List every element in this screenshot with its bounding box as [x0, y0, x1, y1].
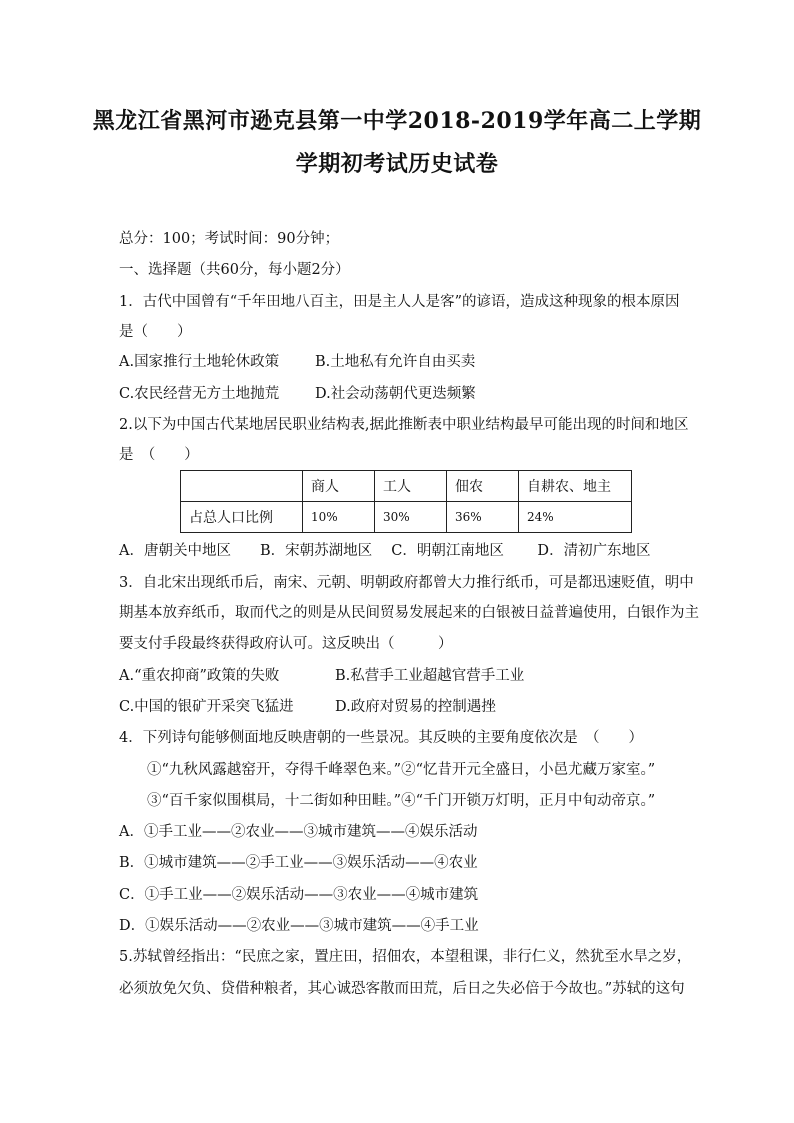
q1-stem-1: 1．古代中国曾有“千年田地八百主，田是主人人是客”的谚语，造成这种现象的根本原因 [119, 294, 680, 310]
q3-option-a: A.“重农抑商”政策的失败 [119, 668, 280, 684]
section-heading: 一、选择题（共60分，每小题2分） [119, 262, 350, 278]
exam-meta: 总分：100；考试时间：90分钟； [119, 231, 340, 247]
q4-option-b: B．①城市建筑——②手工业——③娱乐活动——④农业 [119, 855, 478, 871]
table-cell: 30% [375, 502, 447, 533]
q2-stem-2: 是 （ ） [119, 447, 199, 463]
q1-option-a: A.国家推行土地轮休政策 [119, 354, 280, 370]
table-header-cell: 佃农 [447, 471, 519, 502]
table-cell: 10% [303, 502, 375, 533]
title-line-1: 黑龙江省黑河市逊克县第一中学2018-2019学年高二上学期 [92, 108, 702, 134]
q4-option-c: C．①手工业——②娱乐活动——③农业——④城市建筑 [119, 887, 479, 903]
q5-stem-2: 必须放免欠负、贷借种粮者，其心诚恐客散而田荒，后日之失必倍于今故也。”苏轼的这句 [119, 981, 685, 997]
q3-options-row-2 [119, 697, 496, 717]
table-header-cell [181, 471, 303, 502]
table-header-row [181, 471, 632, 502]
table-header-cell: 工人 [375, 471, 447, 502]
q5-stem-1: 5.苏轼曾经指出：“民庶之家，置庄田，招佃农，本望租课，非行仁义，然犹至水旱之岁， [119, 949, 692, 965]
q3-options-row-1 [119, 666, 525, 686]
occupation-table [180, 470, 632, 533]
q3-stem-2: 期基本放弃纸币，取而代之的则是从民间贸易发展起来的白银被日益普遍使用，白银作为主 [119, 605, 699, 621]
table-row [181, 502, 632, 533]
q1-options-row-2 [119, 384, 476, 404]
q1-option-d: D.社会动荡朝代更迭频繁 [315, 386, 476, 402]
q4-poem-2: ③“百千家似围棋局，十二街如种田畦。”④“千门开锁万灯明，正月中旬动帝京。” [147, 793, 656, 809]
q4-stem: 4．下列诗句能够侧面地反映唐朝的一些景况。其反映的主要角度依次是 （ ） [119, 730, 643, 746]
q3-stem-3: 要支付手段最终获得政府认可。这反映出（ ） [119, 636, 453, 652]
q1-options-row-1 [119, 352, 476, 372]
q3-option-c: C.中国的银矿开采突飞猛进 [119, 699, 294, 715]
q4-option-a: A．①手工业——②农业——③城市建筑——④娱乐活动 [119, 824, 478, 840]
title-line-2: 学期初考试历史试卷 [295, 151, 499, 177]
q1-option-b: B.土地私有允许自由买卖 [315, 354, 476, 370]
q2-options: A．唐朝关中地区 B．宋朝苏湖地区 C．明朝江南地区 D．清初广东地区 [119, 543, 651, 559]
q1-stem-2: 是（ ） [119, 324, 192, 340]
table-cell: 24% [519, 502, 632, 533]
table-cell: 36% [447, 502, 519, 533]
q1-option-c: C.农民经营无方土地抛荒 [119, 386, 280, 402]
table-header-cell: 自耕农、地主 [519, 471, 632, 502]
q2-stem-1: 2.以下为中国古代某地居民职业结构表,据此推断表中职业结构最早可能出现的时间和地区 [119, 417, 689, 433]
q4-poem-1: ①“九秋风露越窑开，夺得千峰翠色来。”②“忆昔开元全盛日，小邑尤藏万家室。” [147, 762, 656, 778]
table-row-label: 占总人口比例 [181, 502, 303, 533]
q3-stem-1: 3．自北宋出现纸币后，南宋、元朝、明朝政府都曾大力推行纸币，可是都迅速贬值，明中 [119, 575, 694, 591]
q3-option-d: D.政府对贸易的控制遇挫 [335, 699, 496, 715]
q4-option-d: D．①娱乐活动——②农业——③城市建筑——④手工业 [119, 918, 479, 934]
table-header-cell: 商人 [303, 471, 375, 502]
q3-option-b: B.私营手工业超越官营手工业 [335, 668, 525, 684]
